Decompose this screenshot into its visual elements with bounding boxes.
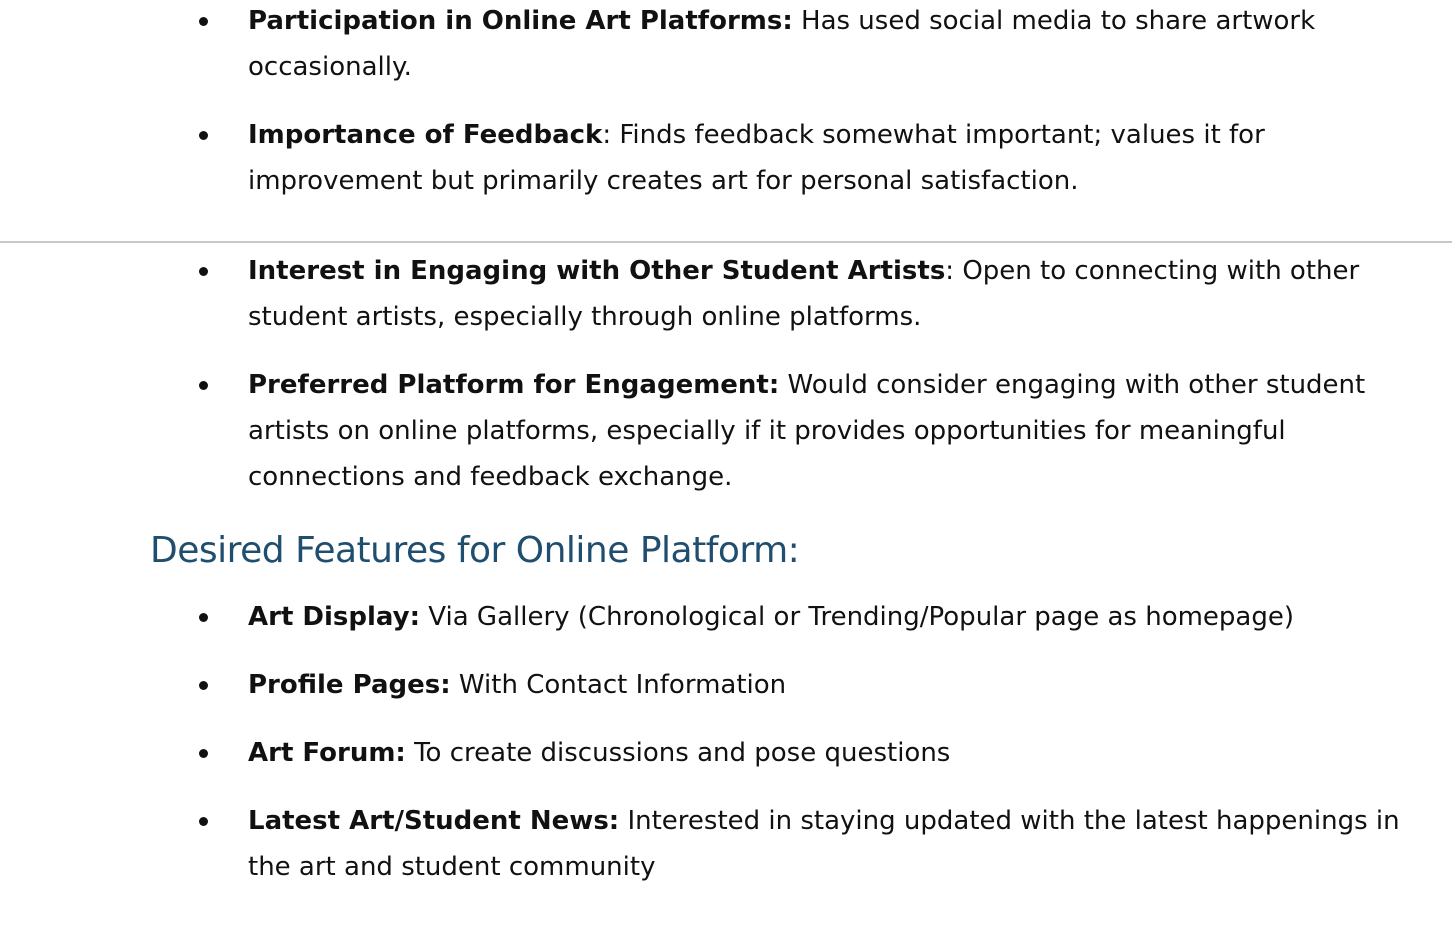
- bullet-icon: [199, 131, 208, 140]
- bullet-list-engagement: [0, 248, 1452, 500]
- list-item-text: : Finds feedback somewhat important; values it for improvement but primarily creates art for personal satisfaction.: [248, 120, 1265, 196]
- list-item-term: Art Display:: [248, 602, 421, 632]
- list-item-term: Importance of Feedback: [248, 120, 603, 150]
- list-item-text: With Contact Information: [450, 670, 787, 700]
- list-item-term: Participation in Online Art Platforms:: [248, 6, 793, 36]
- list-item: [0, 798, 1452, 890]
- bullet-icon: [199, 267, 208, 276]
- list-item-text: Has used social media to share artwork occasionally.: [248, 6, 1316, 82]
- list-item: [0, 730, 1452, 776]
- list-item: [0, 0, 1452, 90]
- bullet-icon: [199, 613, 208, 622]
- bullet-list-top: [0, 0, 1452, 204]
- list-item-term: Interest in Engaging with Other Student Artists: [248, 256, 946, 286]
- bullet-list-features: [0, 594, 1452, 890]
- bullet-icon: [199, 17, 208, 26]
- list-item-text: Would consider engaging with other student artists on online platforms, especially if it provides opportunities for meaningful connections and feedback exchange.: [248, 370, 1366, 492]
- list-item-text: Via Gallery (Chronological or Trending/Popular page as homepage): [420, 602, 1295, 632]
- list-item-text: To create discussions and pose questions: [405, 738, 951, 768]
- list-item: [0, 594, 1452, 640]
- section-heading: Desired Features for Online Platform:: [150, 530, 800, 571]
- list-item-term: Profile Pages:: [248, 670, 451, 700]
- list-item-term: Latest Art/Student News:: [248, 806, 620, 836]
- list-item-text: Interested in staying updated with the latest happenings in the art and student community: [248, 806, 1400, 882]
- bullet-icon: [199, 681, 208, 690]
- list-item-term: Art Forum:: [248, 738, 406, 768]
- bullet-icon: [199, 749, 208, 758]
- list-item: [0, 362, 1452, 500]
- bullet-icon: [199, 381, 208, 390]
- list-item: [0, 248, 1452, 340]
- list-item: [0, 662, 1452, 708]
- list-item-text: : Open to connecting with other student artists, especially through online platforms.: [248, 256, 1360, 332]
- list-item-term: Preferred Platform for Engagement:: [248, 370, 780, 400]
- bullet-icon: [199, 817, 208, 826]
- list-item: [0, 112, 1452, 204]
- document-page-top: [0, 0, 1452, 242]
